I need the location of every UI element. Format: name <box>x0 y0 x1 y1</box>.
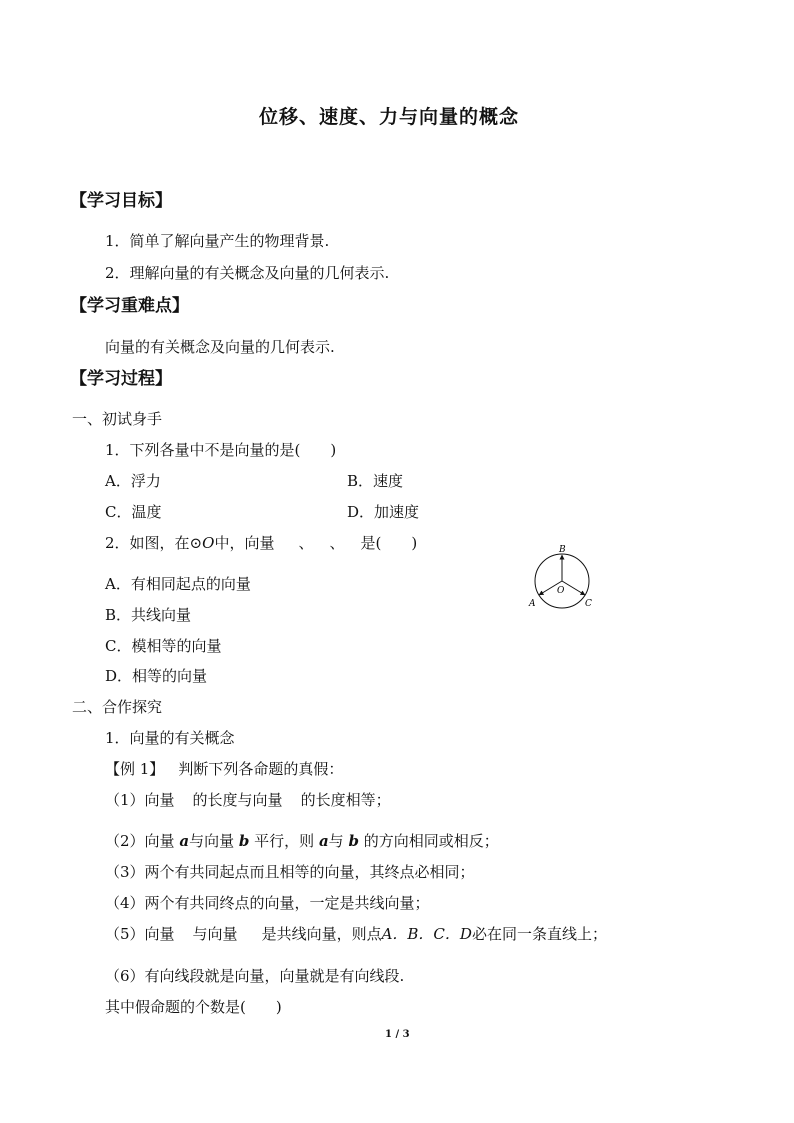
question-1: 1．下列各量中不是向量的是( ) <box>105 441 337 459</box>
point-names: A．B．C．D <box>381 925 472 943</box>
var-b: b <box>348 832 359 850</box>
page-title: 位移、速度、力与向量的概念 <box>259 106 520 128</box>
var-a: a <box>179 832 190 850</box>
q2-option-b: B．共线向量 <box>105 606 192 624</box>
section-heading-key-points: 【学习重难点】 <box>70 296 189 316</box>
example-tag: 【例 1】 <box>105 760 165 778</box>
item-3: （3）两个有共同起点而且相等的向量，其终点必相同； <box>105 863 475 881</box>
item-4: （4）两个有共同终点的向量，一定是共线向量； <box>105 894 430 912</box>
section-heading-goals: 【学习目标】 <box>70 191 172 211</box>
q1-option-b: B．速度 <box>347 472 404 490</box>
item-text: 的方向相同或相反； <box>363 832 499 850</box>
item-text: 与 <box>328 832 344 850</box>
item-text: （1）向量 <box>105 791 175 809</box>
item-text: 必在同一条直线上； <box>471 925 607 943</box>
item-text: 的长度与向量 <box>192 791 283 809</box>
item-text: （2）向量 <box>105 832 175 850</box>
q2-sep: 、 <box>298 534 314 552</box>
q1-option-a: A．浮力 <box>105 472 161 490</box>
vector-oc <box>562 581 585 595</box>
item-text: 与向量 <box>192 925 238 943</box>
q2-option-a: A．有相同起点的向量 <box>105 575 251 593</box>
final-question: 其中假命题的个数是( ) <box>105 998 282 1016</box>
label-c: C <box>585 599 592 609</box>
q2-text: 是( ) <box>360 534 418 552</box>
var-a: a <box>318 832 329 850</box>
goal-item: 1．简单了解向量产生的物理背景. <box>105 232 330 250</box>
item-5 <box>105 927 607 942</box>
key-points-text: 向量的有关概念及向量的几何表示. <box>105 338 335 356</box>
section-heading-process: 【学习过程】 <box>70 369 172 389</box>
part1-heading: 一、初试身手 <box>72 410 163 428</box>
q2-text: 2．如图，在⊙ <box>105 534 203 552</box>
item-6: （6）有向线段就是向量，向量就是有向线段. <box>105 967 405 985</box>
label-a: A <box>529 599 536 609</box>
q2-option-c: C．模相等的向量 <box>105 637 222 655</box>
item-text: 平行，则 <box>254 832 315 850</box>
item-text: 与向量 <box>189 832 235 850</box>
label-o: O <box>557 586 565 596</box>
example-text: 判断下列各命题的真假： <box>178 760 344 778</box>
var-b: b <box>238 832 250 850</box>
item-1 <box>105 793 391 808</box>
item-text: 是共线向量，则点 <box>261 925 382 943</box>
page-number: 1 / 3 <box>385 1029 410 1040</box>
item-2 <box>105 834 499 849</box>
q2-text: 中，向量 <box>214 534 275 552</box>
subheading-1: 1．向量的有关概念 <box>105 729 235 747</box>
label-b: B <box>559 545 566 555</box>
item-text: 的长度相等； <box>300 791 391 809</box>
circle-diagram <box>525 541 600 613</box>
question-2 <box>105 536 417 551</box>
item-text: （5）向量 <box>105 925 175 943</box>
example-1 <box>105 762 343 777</box>
q1-option-d: D．加速度 <box>347 503 420 521</box>
q2-sep: 、 <box>329 534 345 552</box>
goal-item: 2．理解向量的有关概念及向量的几何表示. <box>105 264 390 282</box>
circle-name: O <box>202 534 215 552</box>
q1-option-c: C．温度 <box>105 503 162 521</box>
part2-heading: 二、合作探究 <box>72 698 163 716</box>
q2-option-d: D．相等的向量 <box>105 667 208 685</box>
